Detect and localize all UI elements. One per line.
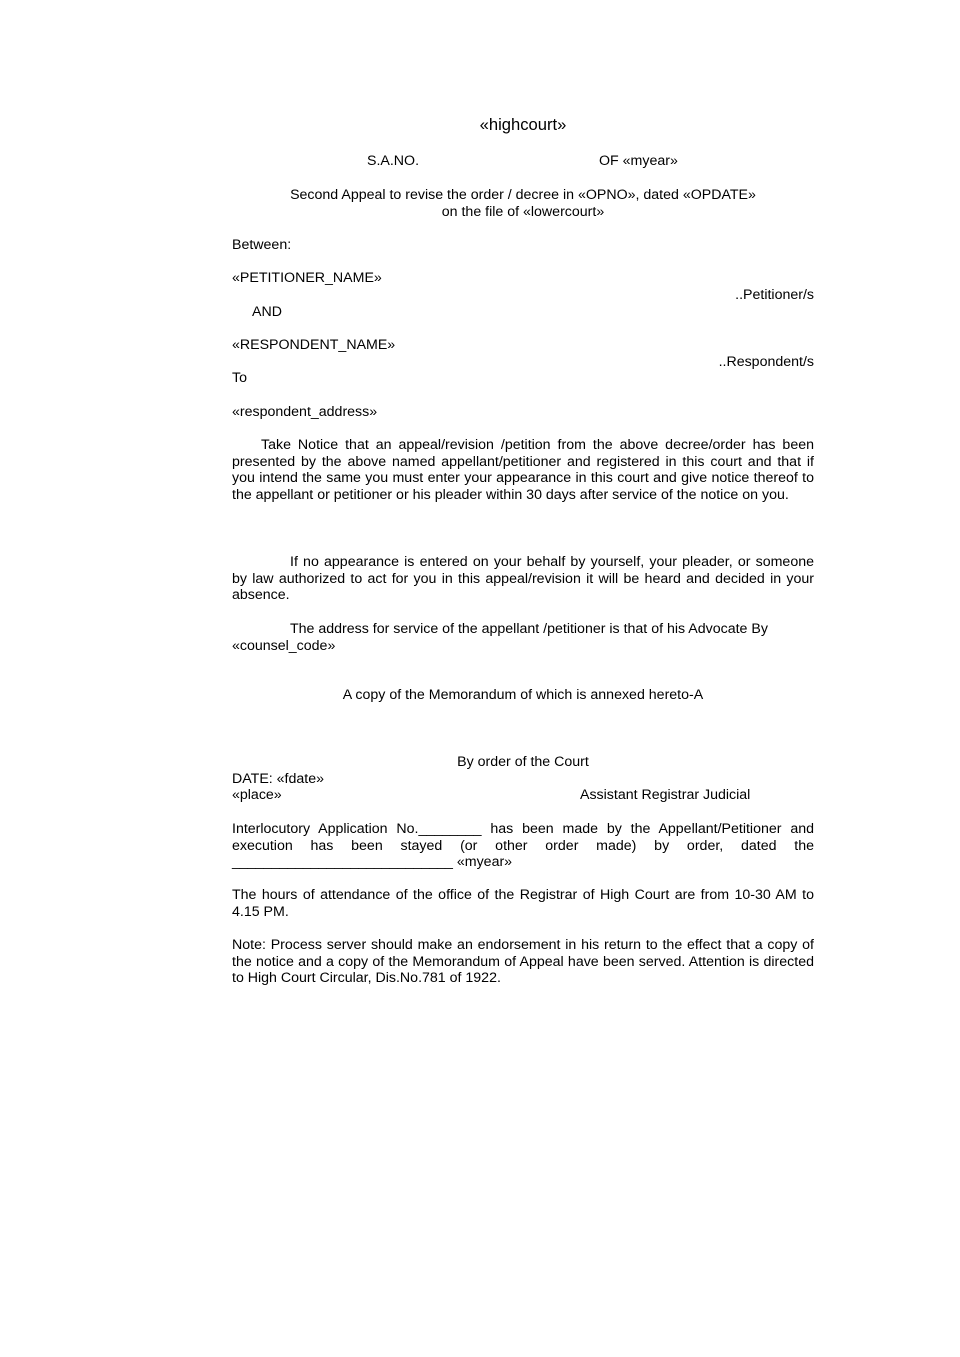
respondent-role: ..Respondent/s	[718, 354, 814, 370]
memorandum-copy-line: A copy of the Memorandum of which is annexed hereto-A	[342, 687, 704, 703]
date-field: DATE: «fdate»	[232, 771, 325, 787]
to-label: To	[232, 370, 247, 386]
interlocutory-application-paragraph: Interlocutory Application No.________ has been made by the Appellant/Petitioner and execution has been stayed (or other order made) by order, dated the ____________________________ «myear»	[232, 821, 814, 871]
registrar-signature: Assistant Registrar Judicial	[580, 787, 751, 803]
attendance-hours-paragraph: The hours of attendance of the office of the Registrar of High Court are from 10-30 AM to 4.15 PM.	[232, 887, 814, 920]
petitioner-role: ..Petitioner/s	[735, 287, 814, 303]
court-title: «highcourt»	[479, 115, 567, 134]
year-label: OF «myear»	[599, 153, 678, 169]
appeal-description-line2: on the file of «lowercourt»	[441, 204, 605, 220]
by-order-of-court: By order of the Court	[457, 754, 589, 770]
take-notice-paragraph: Take Notice that an appeal/revision /petition from the above decree/order has been presented by the above named appellant/petitioner and registered in this court and that if you intend the same you must enter your appearance in this court and give notice thereof to the appellant or petitioner or his pleader within 30 days after service of the notice on you.	[232, 437, 814, 503]
sa-number-label: S.A.NO.	[367, 153, 420, 169]
appeal-description-line1: Second Appeal to revise the order / decree in «OPNO», dated «OPDATE»	[290, 187, 756, 203]
between-label: Between:	[232, 237, 292, 253]
respondent-name: «RESPONDENT_NAME»	[232, 337, 396, 353]
petitioner-name: «PETITIONER_NAME»	[232, 270, 382, 286]
place-field: «place»	[232, 787, 282, 803]
respondent-address: «respondent_address»	[232, 404, 378, 420]
and-label: AND	[252, 304, 282, 320]
address-for-service-paragraph: The address for service of the appellant /petitioner is that of his Advocate By «counsel_code»	[232, 621, 768, 654]
process-server-note: Note: Process server should make an endorsement in his return to the effect that a copy of the notice and a copy of the Memorandum of Appeal have been served. Attention is directed to High Court Circular, Dis.No.781 of 1922.	[232, 937, 814, 987]
no-appearance-paragraph: If no appearance is entered on your behalf by yourself, your pleader, or someone by law authorized to act for you in this appeal/revision it will be heard and decided in your absence.	[232, 554, 814, 604]
